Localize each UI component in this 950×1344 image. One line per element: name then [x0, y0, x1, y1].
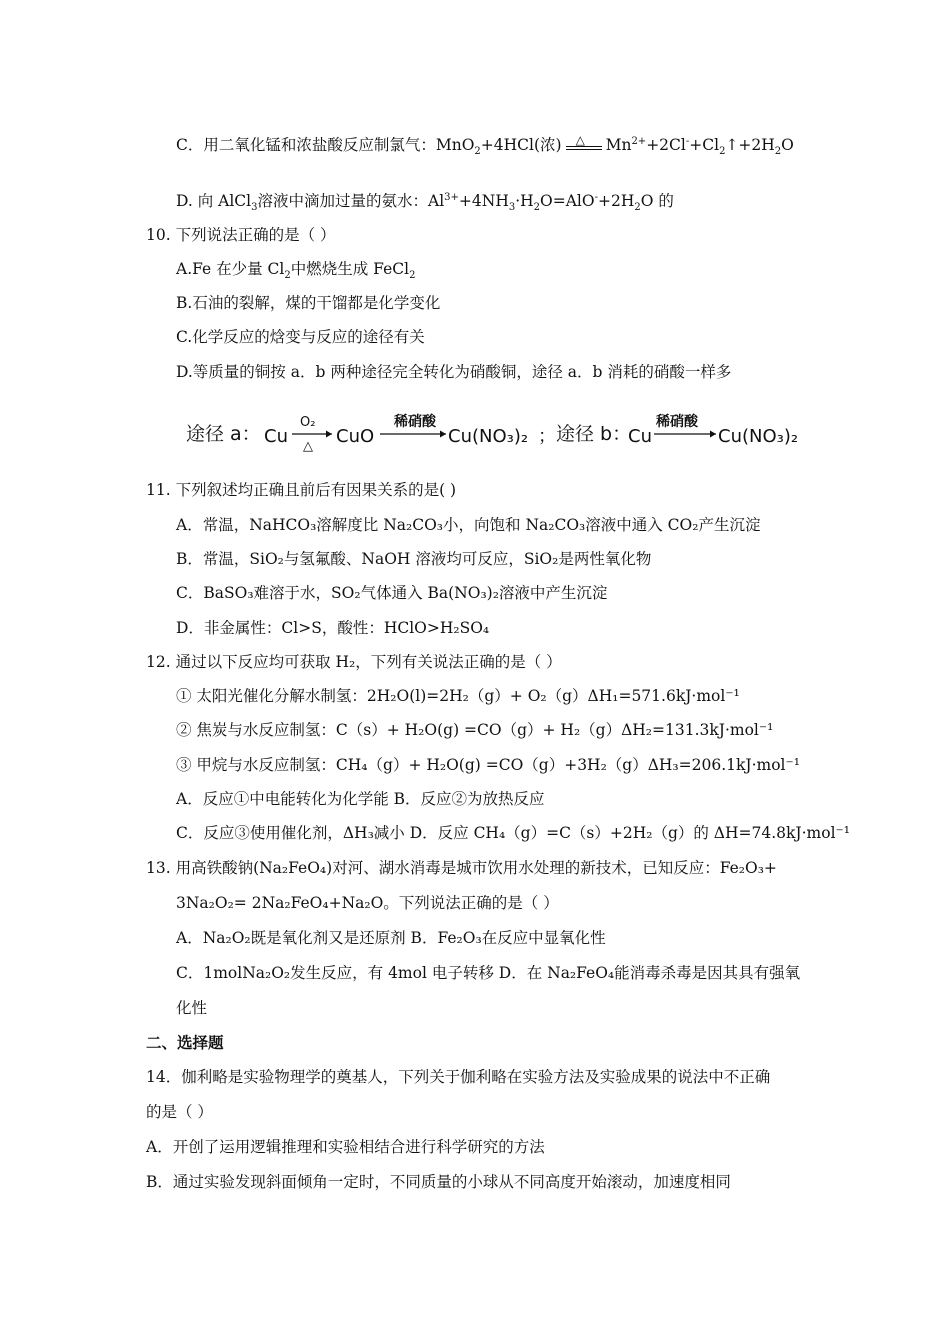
path-a-o2: O₂ [300, 415, 316, 430]
q9-option-c: C．用二氧化锰和浓盐酸反应制氯气：MnO$_2$+4HCl(浓) △ $Mn^{2+}+2Cl^-+Cl_2↑+2H_2O$ [176, 134, 794, 156]
q10-option-b: B.石油的裂解，煤的干馏都是化学变化 [176, 294, 441, 312]
path-b-label: 途径 b： [556, 423, 632, 445]
q13-options-cd: C．1molNa₂O₂发生反应，有 4mol 电子转移 D．在 Na₂FeO₄能消毒杀毒是因其具有强氧 [176, 964, 801, 982]
reaction-pathway-figure [186, 410, 806, 456]
q11-option-c: C．BaSO₃难溶于水，SO₂气体通入 Ba(NO₃)₂溶液中产生沉淀 [176, 584, 608, 602]
q14-stem-line-1: 14．伽利略是实验物理学的奠基人，下列关于伽利略在实验方法及实验成果的说法中不正确 [146, 1068, 771, 1086]
q13-stem-line-1: 13. 用高铁酸钠(Na₂FeO₄)对河、湖水消毒是城市饮用水处理的新技术，已知反应：Fe₂O₃+ [146, 859, 777, 877]
q11-stem: 11. 下列叙述均正确且前后有因果关系的是( ) [146, 481, 457, 499]
q13-options-cd-cont: 化性 [176, 999, 208, 1017]
q14-option-b: B．通过实验发现斜面倾角一定时，不同质量的小球从不同高度开始滚动，加速度相同 [146, 1173, 731, 1191]
q9-d-text-7: O 的 [640, 192, 674, 210]
q9-d-text-4: ·H [515, 192, 534, 210]
q10-option-a: A.Fe 在少量 $Cl_2$中燃烧生成 FeCl$_2$ [176, 260, 416, 282]
q9-c-text-3: Mn [605, 136, 632, 154]
path-b-acid: 稀硝酸 [656, 414, 698, 430]
q10-a-text-1: A.Fe 在少量 Cl [176, 260, 285, 278]
path-a-label: 途径 a： [186, 423, 261, 445]
q12-reaction-1: ① 太阳光催化分解水制氢：2H₂O(l)=2H₂（g）+ O₂（g）ΔH₁=571.6kJ·mol⁻¹ [176, 687, 740, 705]
q9-d-text-3: +4NH [458, 192, 509, 210]
q12-reaction-2: ② 焦炭与水反应制氢：C（s）+ H₂O(g) =CO（g）+ H₂（g）ΔH₂=131.3kJ·mol⁻¹ [176, 721, 774, 739]
q13-stem-line-2: 3Na₂O₂= 2Na₂FeO₄+Na₂O。下列说法正确的是（ ） [176, 894, 559, 912]
q9-c-text-7: O [781, 136, 794, 154]
q9-d-text-5: O=AlO [540, 192, 595, 210]
q11-option-a: A．常温，NaHCO₃溶解度比 Na₂CO₃小，向饱和 Na₂CO₃溶液中通入 CO₂产生沉淀 [176, 516, 761, 534]
path-a-cuo: CuO [336, 426, 375, 447]
q9-c-text-5: +Cl [689, 136, 720, 154]
q9-c-text-1: C．用二氧化锰和浓盐酸反应制氯气：MnO [176, 136, 475, 154]
q12-stem: 12. 通过以下反应均可获取 H₂，下列有关说法正确的是（ ） [146, 653, 562, 671]
path-separator: ； [538, 426, 556, 447]
q10-option-c: C.化学反应的焓变与反应的途径有关 [176, 328, 425, 346]
heat-condition-equals [564, 133, 604, 153]
section-heading: 二、选择题 [146, 1033, 224, 1052]
q9-d-text-2: 溶液中滴加过量的氨水：Al [257, 192, 445, 210]
path-a-acid: 稀硝酸 [394, 414, 436, 430]
path-b-cu: Cu [628, 426, 652, 447]
path-a-product: Cu(NO₃)₂ [448, 426, 529, 447]
q9-c-text-4: +2Cl [646, 136, 686, 154]
q9-c-text-2: +4HCl(浓) [480, 136, 562, 154]
q14-option-a: A．开创了运用逻辑推理和实验相结合进行科学研究的方法 [146, 1138, 545, 1156]
path-b-product: Cu(NO₃)₂ [718, 426, 799, 447]
q14-stem-line-2: 的是（ ） [146, 1103, 213, 1121]
q11-option-b: B．常温，SiO₂与氢氟酸、NaOH 溶液均可反应，SiO₂是两性氧化物 [176, 550, 652, 568]
q12-options-ab: A．反应①中电能转化为化学能 B．反应②为放热反应 [176, 790, 545, 808]
heat-triangle-icon: △ [575, 133, 585, 147]
q12-options-cd: C．反应③使用催化剂，ΔH₃减小 D．反应 CH₄（g）=C（s）+2H₂（g）的 ΔH=74.8kJ·mol⁻¹ [176, 824, 850, 842]
heat-triangle-icon: △ [303, 439, 313, 454]
q13-options-ab: A．Na₂O₂既是氧化剂又是还原剂 B．Fe₂O₃在反应中显氧化性 [176, 929, 606, 947]
q9-d-text-6: +2H [598, 192, 635, 210]
q9-c-text-6: ↑+2H [725, 136, 775, 154]
q12-reaction-3: ③ 甲烷与水反应制氢：CH₄（g）+ H₂O(g) =CO（g）+3H₂（g）ΔH₃=206.1kJ·mol⁻¹ [176, 756, 800, 774]
q9-d-text-1: D. 向 AlCl [176, 192, 252, 210]
q11-option-d: D．非金属性：Cl>S，酸性：HClO>H₂SO₄ [176, 619, 490, 637]
q10-option-d: D.等质量的铜按 a．b 两种途径完全转化为硝酸铜，途径 a．b 消耗的硝酸一样多 [176, 363, 732, 381]
q9-option-d: D. 向 AlCl$_3$溶液中滴加过量的氨水：$Al^{3+}+4NH_3\cdot H_2O=AlO^-+2H_2O$ 的 [176, 191, 674, 214]
q10-a-text-2: 中燃烧生成 FeCl [290, 260, 410, 278]
q10-stem: 10. 下列说法正确的是（ ） [146, 226, 336, 244]
path-a-cu: Cu [264, 426, 288, 447]
